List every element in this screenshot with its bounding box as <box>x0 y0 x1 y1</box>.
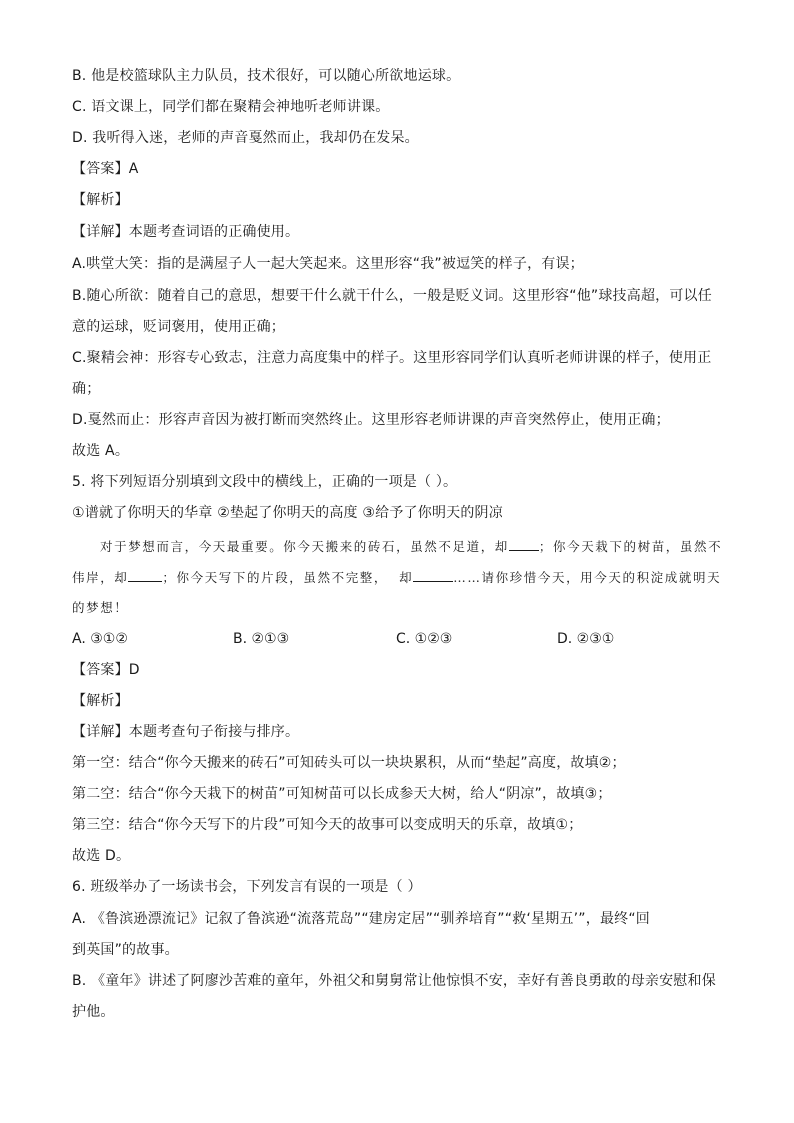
q5-detail: 【详解】本题考查句子衔接与排序。 <box>72 724 300 740</box>
q4-option-d: D. 我听得入迷，老师的声音戛然而止，我却仍在发呆。 <box>72 130 419 146</box>
q4-answer: 【答案】A <box>72 161 139 177</box>
q5-passage-text: 却 <box>399 570 414 585</box>
q6-option-a-1: A. 《鲁滨逊漂流记》记叙了鲁滨逊“流落荒岛”“建房定居”“驯养培育”“救‘星期五’”，最终“回 <box>72 911 651 927</box>
q5-passage-line-3: 的梦想！ <box>72 600 129 615</box>
q5-analysis-heading: 【解析】 <box>72 693 129 709</box>
q5-passage-line-2 <box>72 567 721 588</box>
q4-analysis-heading: 【解析】 <box>72 192 129 208</box>
q5-passage-text: 伟岸，却 <box>72 570 129 585</box>
fill-blank-3 <box>413 567 453 582</box>
q5-blank-3-explain: 第三空：结合“你今天写下的片段”可知今天的故事可以变成明天的乐章，故填①； <box>72 817 583 833</box>
q5-passage-text: 对于梦想而言，今天最重要。你今天搬来的砖石，虽然不足道，却 <box>100 539 509 554</box>
q5-passage-text: ……请你珍惜今天，用今天的积淀成就明天 <box>453 570 722 585</box>
q4-option-c: C. 语文课上，同学们都在聚精会神地听老师讲课。 <box>72 99 390 115</box>
q4-explain-c-1: C.聚精会神：形容专心致志，注意力高度集中的样子。这里形容同学们认真听老师讲课的样子，使用正 <box>72 350 712 366</box>
q5-stem: 5. 将下列短语分别填到文段中的横线上，正确的一项是（ ）。 <box>72 474 458 490</box>
q5-answer: 【答案】D <box>72 662 140 678</box>
q4-conclusion: 故选 A。 <box>72 443 130 459</box>
q5-blank-2-explain: 第二空：结合“你今天栽下的树苗”可知树苗可以长成参天大树，给人“阴凉”，故填③； <box>72 786 612 802</box>
q5-phrases: ①谱就了你明天的华章 ②垫起了你明天的高度 ③给予了你明天的阴凉 <box>72 505 503 521</box>
q4-explain-b-2: 意的运球，贬词褒用，使用正确； <box>72 319 285 335</box>
q5-passage-text: ；你今天栽下的树苗，虽然不 <box>538 539 723 554</box>
q5-option-d: D. ②③① <box>557 631 615 647</box>
q5-passage-text: ；你今天写下的片段，虽然不完整， <box>162 570 389 585</box>
q4-option-b: B. 他是校篮球队主力队员，技术很好，可以随心所欲地运球。 <box>72 68 461 84</box>
q6-option-b-2: 护他。 <box>72 1004 115 1020</box>
q4-detail: 【详解】本题考查词语的正确使用。 <box>72 224 300 240</box>
fill-blank-2 <box>128 567 162 582</box>
q6-stem: 6. 班级举办了一场读书会，下列发言有误的一项是（ ） <box>72 879 422 895</box>
q6-option-b-1: B. 《童年》讲述了阿廖沙苦难的童年，外祖父和舅舅常让他惊惧不安，幸好有善良勇敢的母亲安慰和保 <box>72 973 716 989</box>
q4-explain-c-2: 确； <box>72 381 101 397</box>
q4-explain-a: A.哄堂大笑：指的是满屋子人一起大笑起来。这里形容“我”被逗笑的样子，有误； <box>72 256 584 272</box>
q5-passage-line-1 <box>100 536 722 557</box>
q5-blank-1-explain: 第一空：结合“你今天搬来的砖石”可知砖头可以一块块累积，从而“垫起”高度，故填②； <box>72 755 626 771</box>
fill-blank-1 <box>509 536 539 551</box>
q6-option-a-2: 到英国”的故事。 <box>72 942 179 958</box>
q5-option-c: C. ①②③ <box>396 631 453 647</box>
q4-explain-b-1: B.随心所欲：随着自己的意思，想要干什么就干什么，一般是贬义词。这里形容“他”球技高超，可以任 <box>72 288 712 304</box>
q4-explain-d: D.戛然而止：形容声音因为被打断而突然终止。这里形容老师讲课的声音突然停止，使用正确； <box>72 412 670 428</box>
q5-conclusion: 故选 D。 <box>72 848 131 864</box>
q5-option-a: A. ③①② <box>72 631 128 647</box>
q5-option-b: B. ②①③ <box>233 631 290 647</box>
